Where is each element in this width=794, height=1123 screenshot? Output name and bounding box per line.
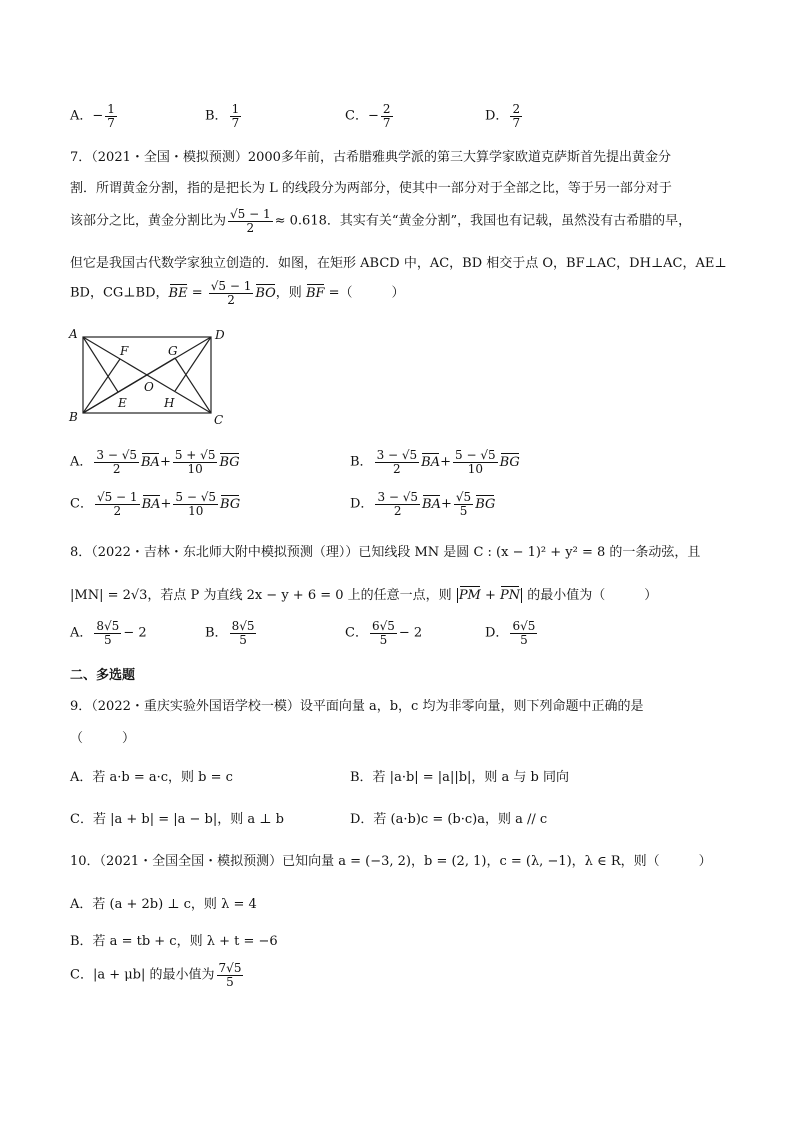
label-f: F [120,344,129,358]
q6-option-a: A．− $\frac{1}{7}$ [70,102,115,130]
label-h: H [164,396,175,410]
label-e: E [118,396,127,410]
q10-option-c: C．|a + μb| 的最小值为 $\frac{7√5}{5}$ [70,961,242,989]
rectangle-figure [68,325,236,427]
q8-option-c: C． $\frac{6√5}{5}$ − 2 [345,619,423,647]
segment-dh [175,337,211,391]
q7-line5: BD，CG⊥BD，BE = $\frac{√5 - 1}{2}$ BO，则 BF =（ ） [70,279,405,307]
q7-option-a: A． $\frac{3 - √5}{2}$ BA+ $\frac{5 + √5}{10}$ BG [70,448,240,476]
q9-line1: 9．（2022・重庆实验外国语学校一模）设平面向量 a，b，c 均为非零向量，则下列命题中正确的是 [70,699,644,714]
segment-cg [175,358,211,413]
q7-line2: 割．所谓黄金分割，指的是把长为 L 的线段分为两部分，使其中一部分对于全部之比，等于另一部分对于 [70,181,672,196]
q7-line3: 该部分之比，黄金分割比为 $\frac{√5 - 1}{2}$ ≈ 0.618．其实有关“黄金分割”，我国也有记载，虽然没有古希腊的早， [70,207,692,235]
label-c: C [214,413,224,427]
q9-option-b: B．若 |a·b| = |a||b|，则 a 与 b 同向 [350,770,570,785]
label-b: B [69,410,78,424]
q7-line1: 7．（2021・全国・模拟预测）2000多年前，古希腊雅典学派的第三大算学家欧道克萨斯首先提出黄金分 [70,150,671,165]
q8-line1: 8．（2022・吉林・东北师大附中模拟预测（理））已知线段 MN 是圆 C : (x − 1)² + y² = 8 的一条动弦，且 [70,545,701,560]
golden-ratio: $\frac{√5 - 1}{2}$ [230,207,271,235]
label-g: G [168,344,178,358]
q8-line2: |MN| = 2√3，若点 P 为直线 2x − y + 6 = 0 上的任意一点，则 PM + PN 的最小值为（ ） [70,588,658,603]
q9-option-c: C．若 |a + b| = |a − b|，则 a ⊥ b [70,812,284,827]
q10-option-a: A．若 (a + 2b) ⊥ c，则 λ = 4 [70,897,257,912]
section-heading-multi-choice: 二、多选题 [70,668,136,683]
q8-option-b: B． $\frac{8√5}{5}$ [205,619,255,647]
q10-line1: 10．（2021・全国全国・模拟预测）已知向量 a = (−3, 2)，b = (2, 1)，c = (λ, −1)，λ ∈ R，则（ ） [70,854,712,869]
label-o: O [144,380,154,394]
label-d: D [215,328,225,342]
q6-option-c: C．− $\frac{2}{7}$ [345,102,391,130]
q6-option-b: B． $\frac{1}{7}$ [205,102,240,130]
segment-ae [83,337,118,392]
q7-option-c: C． $\frac{√5 - 1}{2}$ BA+ $\frac{5 - √5}{10}$ BG [70,490,241,518]
q9-option-a: A．若 a·b = a·c，则 b = c [70,770,233,785]
label-a: A [69,327,78,341]
q8-option-a: A． $\frac{8√5}{5}$ − 2 [70,619,147,647]
q9-line2: （ ） [70,731,136,746]
q7-option-d: D． $\frac{3 - √5}{2}$ BA+ $\frac{√5}{5}$ BG [350,490,496,518]
q6-option-d: D． $\frac{2}{7}$ [485,102,521,130]
q7-option-b: B． $\frac{3 - √5}{2}$ BA+ $\frac{5 - √5}{10}$ BG [350,448,520,476]
q10-option-b: B．若 a = tb + c，则 λ + t = −6 [70,934,278,949]
q7-line4: 但它是我国古代数学家独立创造的．如图，在矩形 ABCD 中，AC，BD 相交于点 O，BF⊥AC，DH⊥AC，AE⊥ [70,256,727,271]
q9-option-d: D．若 (a·b)c = (b·c)a，则 a // c [350,812,548,827]
q8-option-d: D． $\frac{6√5}{5}$ [485,619,536,647]
